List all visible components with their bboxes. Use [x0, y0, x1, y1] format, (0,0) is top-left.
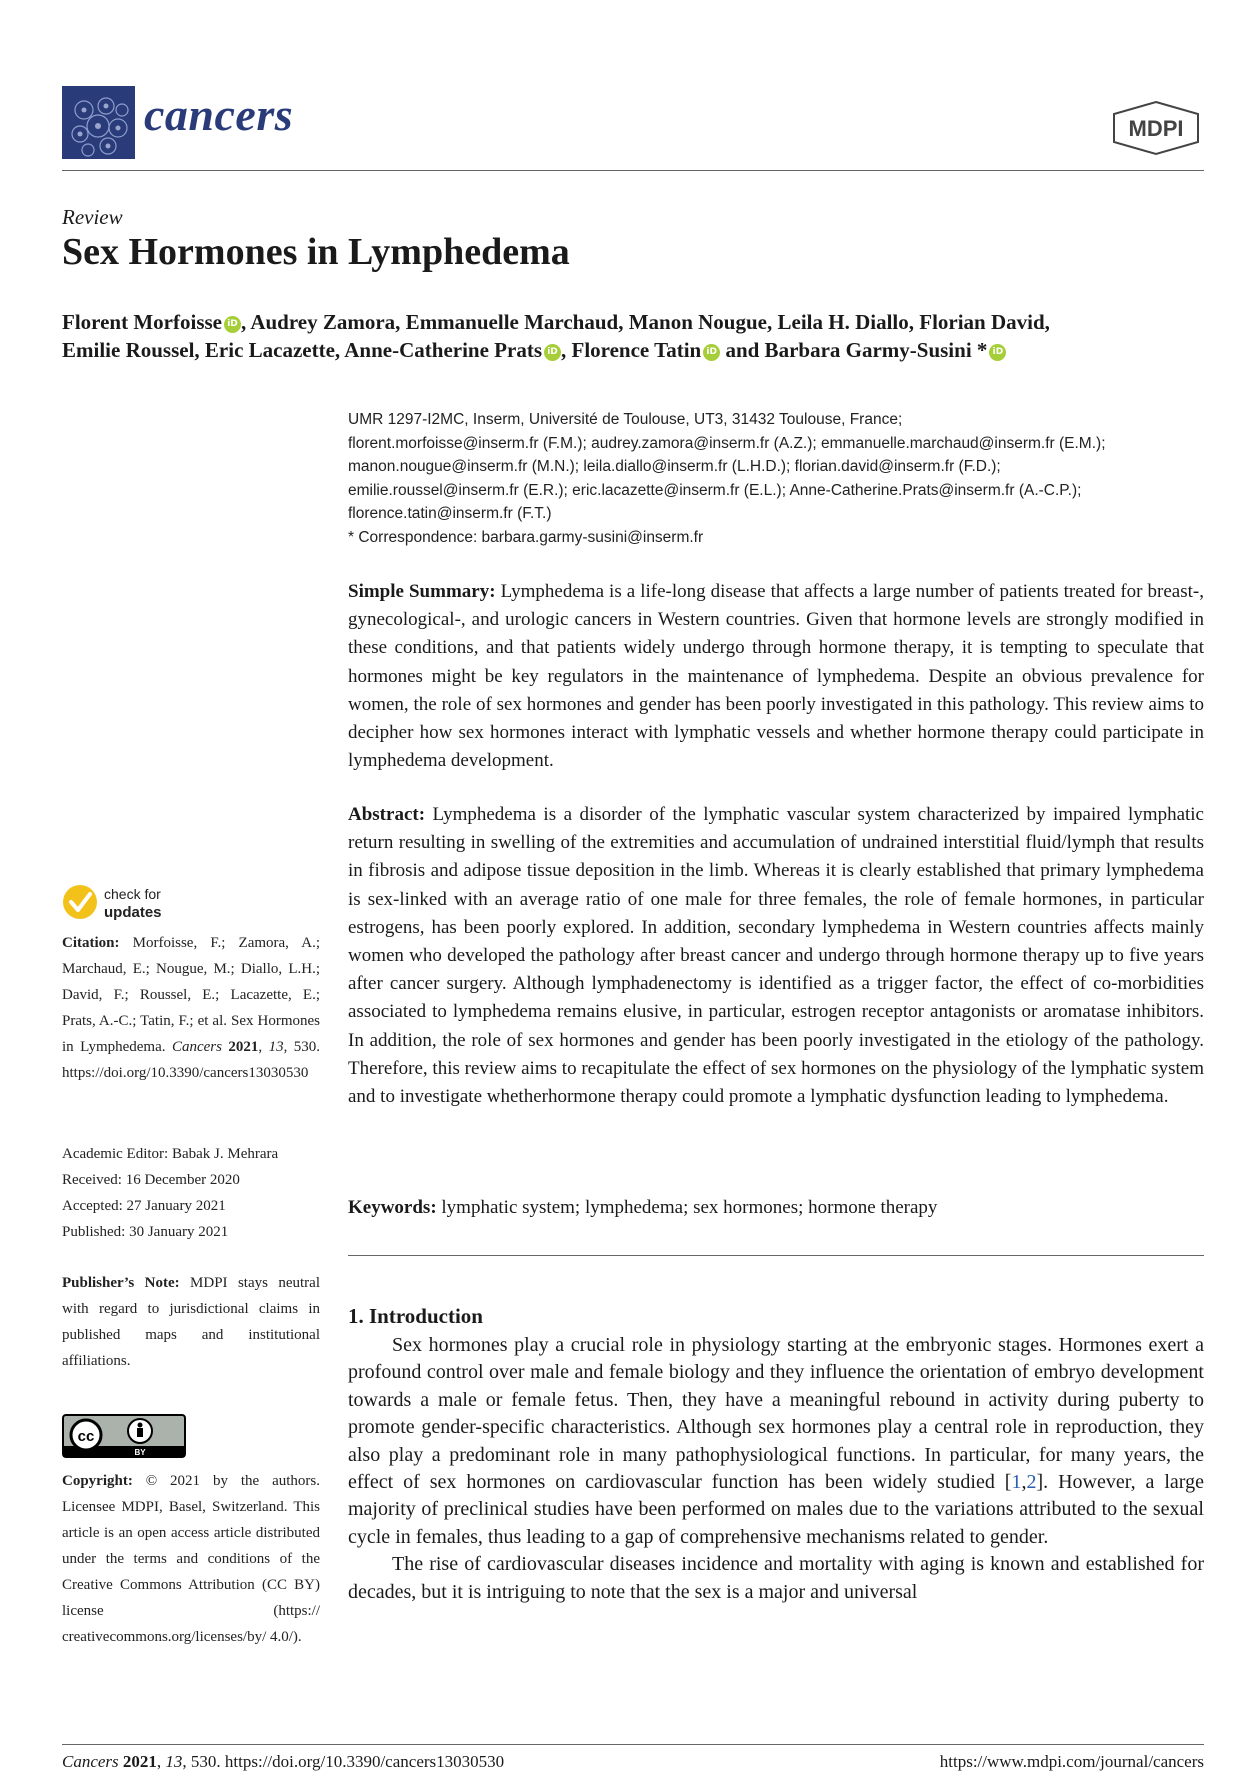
footer-divider — [62, 1744, 1204, 1745]
author-text: , Audrey Zamora, Emmanuelle Marchaud, Manon Nougue, Leila H. Diallo, Florian David, — [240, 310, 1050, 334]
author-text: , Florence Tatin — [561, 338, 702, 362]
orcid-icon[interactable]: iD — [989, 344, 1006, 361]
orcid-icon[interactable]: iD — [703, 344, 720, 361]
citation-link[interactable]: 1 — [1011, 1471, 1022, 1494]
academic-editor: Academic Editor: Babak J. Mehrara — [62, 1146, 279, 1162]
mdpi-logo-text: MDPI — [1128, 116, 1184, 141]
cc-by-mark: BY — [134, 1448, 146, 1457]
received-date: Received: 16 December 2020 — [62, 1172, 240, 1188]
citation-link[interactable]: 2 — [1026, 1471, 1037, 1494]
article-type: Review — [62, 205, 123, 229]
section-divider — [348, 1255, 1204, 1256]
abstract — [348, 801, 1204, 1111]
citation-label: Citation: — [62, 935, 120, 951]
author-list — [62, 308, 1204, 364]
header-divider — [62, 170, 1204, 171]
orcid-icon[interactable]: iD — [544, 344, 561, 361]
publisher-note-label: Publisher’s Note: — [62, 1275, 180, 1291]
journal-logo-icon — [62, 86, 135, 159]
author-text: Florent Morfoisse — [62, 310, 222, 334]
footer-citation: Cancers 2021, 13, 530. https://doi.org/10.3390/cancers13030530 — [62, 1752, 505, 1771]
cc-by-license-icon[interactable] — [62, 1414, 186, 1458]
abstract-label: Abstract: — [348, 804, 426, 825]
affiliation-line: emilie.roussel@inserm.fr (E.R.); eric.lacazette@inserm.fr (E.L.); Anne-Catherine.Prats@inserm.fr (A.-C.P.); — [348, 481, 1082, 499]
updates-line1: check for — [104, 886, 161, 902]
affiliation-line: florence.tatin@inserm.fr (F.T.) — [348, 505, 552, 523]
publisher-note: Publisher’s Note: MDPI stays neutral with regard to jurisdictional claims in published maps and institutional affiliations. — [62, 1275, 320, 1369]
journal-name[interactable]: cancers — [144, 89, 294, 140]
citation-block: Citation: Morfoisse, F.; Zamora, A.; Marchaud, E.; Nougue, M.; Diallo, L.H.; David, F.; Roussel, E.; Lacazette, E.; Prats, A.-C.; Tatin, F.; et al. Sex Hormones in Lymphedema. Cancers 2021, 13, 530. https://doi.org/10.3390/cancers13030530 — [62, 935, 320, 1081]
keywords-text: lymphatic system; lymphedema; sex hormones; hormone therapy — [436, 1197, 938, 1218]
intro-paragraph: The rise of cardiovascular diseases incidence and mortality with aging is known and established for decades, but it is intriguing to note that the sex is a major and universal — [348, 1553, 1204, 1603]
introduction-body — [348, 1332, 1204, 1606]
affiliations — [348, 408, 1208, 550]
simple-summary-text: Lymphedema is a life-long disease that affects a large number of patients treated for breast-, gynecological-, and urologic cancers in Western countries. Given that hormone levels are strongly modified in these conditions, and that patients widely undergo through hormone therapy, it is tempting to speculate that hormones might be key regulators in the maintenance of lymphedema. Despite an obvious prevalence for women, the role of sex hormones and gender has been poorly investigated in this pathology. This review aims to decipher how sex hormones interact with lymphatic vessels and whether hormone therapy could participate in lymphedema development. — [348, 581, 1204, 772]
article-title: Sex Hormones in Lymphedema — [62, 231, 570, 273]
keywords-label: Keywords: — [348, 1197, 437, 1218]
updates-line2: updates — [104, 904, 162, 921]
footer-journal-url[interactable]: https://www.mdpi.com/journal/cancers — [939, 1752, 1204, 1771]
dates-block — [62, 1141, 320, 1245]
author-text: Emilie Roussel, Eric Lacazette, Anne-Catherine Prats — [62, 338, 542, 362]
affiliation-line: UMR 1297-I2MC, Inserm, Université de Toulouse, UT3, 31432 Toulouse, France; — [348, 411, 903, 428]
intro-paragraph: Sex hormones play a crucial role in physiology starting at the embryonic stages. Hormones exert a profound control over male and female biology and they influence the orientation of embryo development towards a male or female fetus. Then, they have a meaningful rebound in activity during puberty to promote gender-specific characteristics. Although sex hormones play a central role in reproduction, they also play a predominant role in many pathophysiological functions. In particular, for many years, the effect of sex hormones on cardiovascular function has been widely studied [1,2]. However, a large majority of preclinical studies have been performed on males due to the variations attributed to the sexual cycle in females, thus leading to a gap of comprehensive mechanisms related to gender. — [348, 1334, 1204, 1548]
copyright-block: Copyright: © 2021 by the authors. Licensee MDPI, Basel, Switzerland. This article is an open access article distributed under the terms and conditions of the Creative Commons Attribution (CC BY) license (https:// creativecommons.org/licenses/by/ 4.0/). — [62, 1473, 320, 1645]
keywords — [348, 1194, 1204, 1222]
published-date: Published: 30 January 2021 — [62, 1224, 229, 1240]
simple-summary-label: Simple Summary: — [348, 581, 496, 602]
check-for-updates-button[interactable] — [62, 880, 262, 924]
orcid-icon[interactable]: iD — [224, 316, 241, 333]
section-heading: 1. Introduction — [348, 1304, 483, 1328]
correspondence: * Correspondence: barbara.garmy-susini@inserm.fr — [348, 528, 704, 546]
affiliation-line: manon.nougue@inserm.fr (M.N.); leila.diallo@inserm.fr (L.H.D.); florian.david@inserm.fr (F.D.); — [348, 458, 1001, 476]
affiliation-line: florent.morfoisse@inserm.fr (F.M.); audrey.zamora@inserm.fr (A.Z.); emmanuelle.marchaud@inserm.fr (E.M.); — [348, 434, 1106, 452]
accepted-date: Accepted: 27 January 2021 — [62, 1198, 226, 1214]
simple-summary — [348, 578, 1204, 775]
abstract-text: Lymphedema is a disorder of the lymphatic vascular system characterized by impaired lymphatic return resulting in swelling of the extremities and accumulation of undrained interstitial fluid/lymph that results in fibrosis and adipose tissue deposition in the limb. Whereas it is clearly established that primary lymphedema is sex-linked with an average ratio of one male for three females, the role of female hormones, in particular estrogens, has been poorly explored. In addition, secondary lymphedema in Western countries affects mainly women who developed the pathology after breast cancer and undergo through hormone therapy up to five years after cancer surgery. Although lymphadenectomy is identified as a trigger factor, the effect of co-morbidities associated to lymphedema remains elusive, in particular, estrogen receptor antagonists or aromatase inhibitors. In addition, the role of sex hormones and gender has been poorly investigated in the etiology of the pathology. Therefore, this review aims to recapitulate the effect of sex hormones on the physiology of the lymphatic system and to investigate whetherhormone therapy could promote a lymphatic dysfunction leading to lymphedema. — [348, 804, 1204, 1108]
cc-mark: cc — [77, 1428, 95, 1445]
author-text: and Barbara Garmy-Susini * — [720, 338, 988, 362]
mdpi-logo[interactable] — [1108, 100, 1204, 156]
copyright-label: Copyright: — [62, 1473, 133, 1489]
